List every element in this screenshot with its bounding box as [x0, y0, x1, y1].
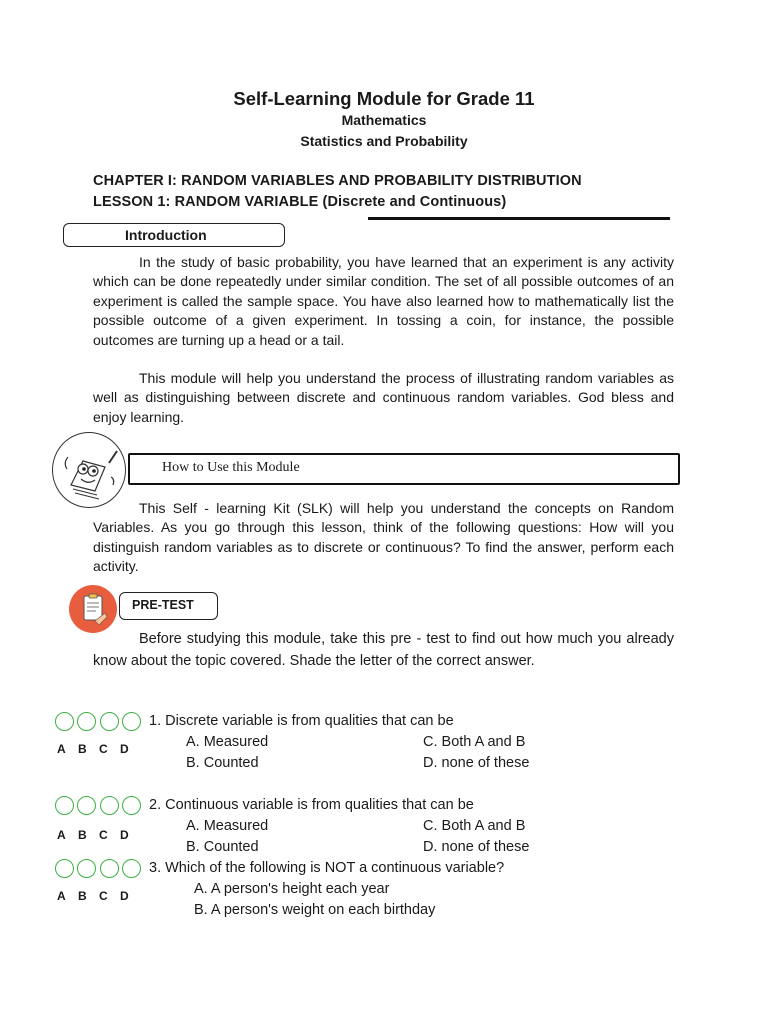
- answer-bubbles-q3: [55, 859, 145, 879]
- question-1-text: 1. Discrete variable is from qualities that can be: [149, 713, 454, 729]
- pretest-section-label: [119, 592, 218, 620]
- mascot-illustration: [52, 432, 126, 508]
- introduction-section-label: [63, 223, 285, 247]
- bubble-b[interactable]: [77, 859, 96, 878]
- subsubject-title: Statistics and Probability: [300, 133, 468, 149]
- question-3-text: 3. Which of the following is NOT a continuous variable?: [149, 860, 505, 876]
- how-to-use-text: This Self - learning Kit (SLK) will help you understand the concepts on Random Variables. As you go through this lesson, think of the following questions: How will you distinguish random variables as to discrete or continuous? To find the answer, perform each activity.: [93, 500, 674, 575]
- q1-option-b: B. Counted: [186, 755, 259, 771]
- q1-option-c: C. Both A and B: [423, 734, 526, 750]
- q2-option-a: A. Measured: [186, 818, 269, 834]
- how-to-use-label: How to Use this Module: [162, 460, 300, 475]
- q3-option-a: A. A person's height each year: [194, 881, 390, 897]
- module-title: Self-Learning Module for Grade 11: [233, 88, 535, 109]
- pretest-instructions-text: Before studying this module, take this pre - test to find out how much you already know about the topic covered. Shade the letter of the correct answer.: [93, 631, 674, 669]
- book-character-icon: [53, 433, 125, 507]
- bubble-c[interactable]: [100, 712, 119, 731]
- bubble-a[interactable]: [55, 859, 74, 878]
- letter-a: A: [57, 828, 66, 842]
- q3-option-b: B. A person's weight on each birthday: [194, 902, 436, 918]
- clipboard-icon: [69, 585, 117, 633]
- bubble-a[interactable]: [55, 796, 74, 815]
- pretest-label: PRE-TEST: [132, 598, 194, 612]
- how-to-use-section-label: [128, 453, 680, 485]
- lesson-heading: LESSON 1: RANDOM VARIABLE (Discrete and Continuous): [93, 194, 507, 210]
- bubble-d[interactable]: [122, 712, 141, 731]
- bubble-d[interactable]: [122, 859, 141, 878]
- letter-b: B: [78, 828, 87, 842]
- letter-d: D: [120, 742, 129, 756]
- bubble-b[interactable]: [77, 712, 96, 731]
- letter-c: C: [99, 889, 108, 903]
- letter-c: C: [99, 828, 108, 842]
- letter-a: A: [57, 889, 66, 903]
- letter-d: D: [120, 828, 129, 842]
- bubble-d[interactable]: [122, 796, 141, 815]
- introduction-paragraph-2: [93, 369, 674, 427]
- question-2-text: 2. Continuous variable is from qualities that can be: [149, 797, 474, 813]
- answer-bubbles-q1: [55, 712, 145, 732]
- letter-c: C: [99, 742, 108, 756]
- subject-title: Mathematics: [341, 112, 427, 128]
- bubble-a[interactable]: [55, 712, 74, 731]
- how-to-use-paragraph: [93, 499, 674, 577]
- q1-option-d: D. none of these: [423, 755, 530, 771]
- bubble-c[interactable]: [100, 796, 119, 815]
- letter-a: A: [57, 742, 66, 756]
- introduction-text-2: This module will help you understand the process of illustrating random variables as well as distinguishing between discrete and continuous random variables. God bless and enjoy learning.: [93, 370, 674, 425]
- introduction-text-1: In the study of basic probability, you have learned that an experiment is any activity which can be done repeatedly under similar condition. The set of all possible outcomes of an experiment is called the sample space. You have also learned how to mathematically list the possible outcome of a given experiment. In tossing a coin, for instance, the possible outcomes are turning up a head or a tail.: [93, 254, 674, 348]
- bubble-b[interactable]: [77, 796, 96, 815]
- heading-divider: [368, 217, 670, 220]
- q2-option-c: C. Both A and B: [423, 818, 526, 834]
- q2-option-d: D. none of these: [423, 839, 530, 855]
- pretest-instructions: [93, 629, 674, 672]
- introduction-label: Introduction: [125, 227, 207, 243]
- letter-b: B: [78, 889, 87, 903]
- letter-d: D: [120, 889, 129, 903]
- letter-b: B: [78, 742, 87, 756]
- chapter-heading: CHAPTER I: RANDOM VARIABLES AND PROBABILITY DISTRIBUTION: [93, 173, 582, 189]
- introduction-paragraph-1: [93, 253, 674, 350]
- q2-option-b: B. Counted: [186, 839, 259, 855]
- answer-bubbles-q2: [55, 796, 145, 816]
- bubble-c[interactable]: [100, 859, 119, 878]
- q1-option-a: A. Measured: [186, 734, 269, 750]
